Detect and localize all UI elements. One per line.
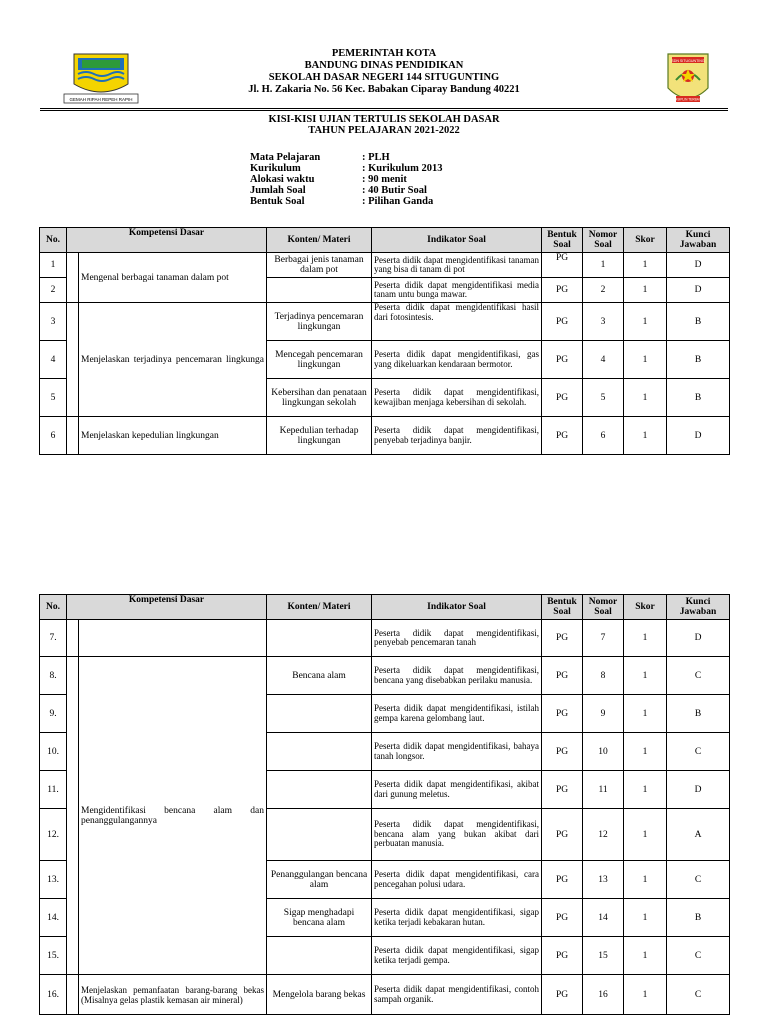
kd-cell: Mengidentifikasi bencana alam dan penanggulangannya	[79, 657, 267, 975]
header-konten: Konten/ Materi	[267, 228, 372, 253]
table-row: 4 Mencegah pencemaran lingkungan Peserta didik dapat mengidentifikasi, gas yang dikeluarkan kendaraan bermotor. PG 4 1 B	[40, 341, 730, 379]
header-kunci: Kunci Jawaban	[667, 228, 730, 253]
header-kompetensi-dasar: Kompetensi Dasar	[67, 228, 267, 253]
header-divider	[40, 108, 728, 109]
exam-metadata: Mata Pelajaran : PLH Kurikulum : Kurikulum 2013 Alokasi waktu : 90 menit Jumlah Soal : 40 Butir Soal Bentuk Soal : Pilihan Ganda	[250, 152, 443, 207]
konten-cell: Mengelola barang bekas	[267, 975, 372, 1015]
table-row: 6 Menjelaskan kepedulian lingkungan Kepedulian terhadap lingkungan Peserta didik dapat mengidentifikasi, penyebab terjadinya banjir. PG 6 1 D	[40, 417, 730, 455]
header-divider-2	[40, 110, 728, 111]
table-row: 13. Penanggulangan bencana alam Peserta didik dapat mengidentifikasi, cara pencegahan polusi udara. PG 13 1 C	[40, 861, 730, 899]
header-konten: Konten/ Materi	[267, 595, 372, 620]
table-row: 5 Kebersihan dan penataan lingkungan sekolah Peserta didik dapat mengidentifikasi, kewajiban menjaga kebersihan di sekolah. PG 5 1 B	[40, 379, 730, 417]
header-skor: Skor	[624, 595, 667, 620]
table-row: 9. Peserta didik dapat mengidentifikasi, istilah gempa karena gelombang laut. PG 9 1 B	[40, 695, 730, 733]
table-row: 3 Menjelaskan terjadinya pencemaran lingkunga Terjadinya pencemaran lingkungan Peserta didik dapat mengidentifikasi hasil dari fotosintesis. PG 3 1 B	[40, 303, 730, 341]
header-kunci: Kunci Jawaban	[667, 595, 730, 620]
kisi-kisi-table-2	[39, 594, 730, 1015]
letterhead-address: Jl. H. Zakaria No. 56 Kec. Babakan Ciparay Bandung 40221	[248, 84, 520, 95]
kd-cell: Menjelaskan pemanfaatan barang-barang bekas (Misalnya gelas plastik kemasan air mineral)	[79, 975, 267, 1015]
school-letterhead	[0, 48, 768, 96]
header-bentuk: Bentuk Soal	[542, 595, 583, 620]
table-row: 14. Sigap menghadapi bencana alam Peserta didik dapat mengidentifikasi, sigap ketika terjadi kebakaran hutan. PG 14 1 B	[40, 899, 730, 937]
letterhead-line-1: PEMERINTAH KOTA	[331, 48, 437, 59]
table-row: 2 Peserta didik dapat mengidentifikasi media tanam untu bunga mawar. PG 2 1 D	[40, 278, 730, 303]
konten-cell: Kebersihan dan penataan lingkungan sekolah	[267, 379, 372, 417]
letterhead-line-3: SEKOLAH DASAR NEGERI 144 SITUGUNTING	[268, 72, 500, 83]
kisi-kisi-table-1	[39, 227, 730, 455]
kd-cell: Menjelaskan kepedulian lingkungan	[79, 417, 267, 455]
konten-cell: Mencegah pencemaran lingkungan	[267, 341, 372, 379]
table-row: 12. Peserta didik dapat mengidentifikasi, bencana alam yang bukan akibat dari perbuatan manusia. PG 12 1 A	[40, 809, 730, 861]
header-kompetensi-dasar: Kompetensi Dasar	[67, 595, 267, 620]
konten-cell: Berbagai jenis tanaman dalam pot	[267, 253, 372, 278]
svg-text:DISIPLIN TERBAIK: DISIPLIN TERBAIK	[674, 97, 702, 102]
table-row: 7. Peserta didik dapat mengidentifikasi, penyebab pencemaran tanah PG 7 1 D	[40, 620, 730, 657]
document-title: KISI-KISI UJIAN TERTULIS SEKOLAH DASAR TAHUN PELAJARAN 2021-2022	[268, 114, 500, 136]
header-bentuk: Bentuk Soal	[542, 228, 583, 253]
header-nomor: Nomor Soal	[583, 595, 624, 620]
header-no: No.	[40, 228, 67, 253]
konten-cell: Kepedulian terhadap lingkungan	[267, 417, 372, 455]
table-row: 11. Peserta didik dapat mengidentifikasi, akibat dari gunung meletus. PG 11 1 D	[40, 771, 730, 809]
table-row: 16. Menjelaskan pemanfaatan barang-barang bekas (Misalnya gelas plastik kemasan air mineral) Mengelola barang bekas Peserta didik dapat mengidentifikasi, contoh sampah organik. PG 16 1 C	[40, 975, 730, 1015]
konten-cell: Sigap menghadapi bencana alam	[267, 899, 372, 937]
kd-cell: Mengenal berbagai tanaman dalam pot	[79, 253, 267, 303]
header-no: No.	[40, 595, 67, 620]
konten-cell: Terjadinya pencemaran lingkungan	[267, 303, 372, 341]
header-nomor: Nomor Soal	[583, 228, 624, 253]
svg-text:GEMAH RIPAH REPEH RAPIH: GEMAH RIPAH REPEH RAPIH	[69, 97, 133, 102]
konten-cell: Bencana alam	[267, 657, 372, 695]
header-skor: Skor	[624, 228, 667, 253]
letterhead-line-2: BANDUNG DINAS PENDIDIKAN	[304, 60, 464, 71]
svg-text:SDN SITUGUNTING: SDN SITUGUNTING	[671, 59, 705, 63]
table-row: 10. Peserta didik dapat mengidentifikasi, bahaya tanah longsor. PG 10 1 C	[40, 733, 730, 771]
table-row: 1 Mengenal berbagai tanaman dalam pot Berbagai jenis tanaman dalam pot Peserta didik dapat mengidentifikasi tanaman yang bisa di tanam di pot PG 1 1 D	[40, 253, 730, 278]
konten-cell: Penanggulangan bencana alam	[267, 861, 372, 899]
table-row: 8. Mengidentifikasi bencana alam dan penanggulangannya Bencana alam Peserta didik dapat mengidentifikasi, bencana yang disebabkan perilaku manusia. PG 8 1 C	[40, 657, 730, 695]
table-row: 15. Peserta didik dapat mengidentifikasi, sigap ketika terjadi gempa. PG 15 1 C	[40, 937, 730, 975]
header-indikator: Indikator Soal	[372, 228, 542, 253]
kd-cell: Menjelaskan terjadinya pencemaran lingkunga	[79, 303, 267, 417]
header-indikator: Indikator Soal	[372, 595, 542, 620]
